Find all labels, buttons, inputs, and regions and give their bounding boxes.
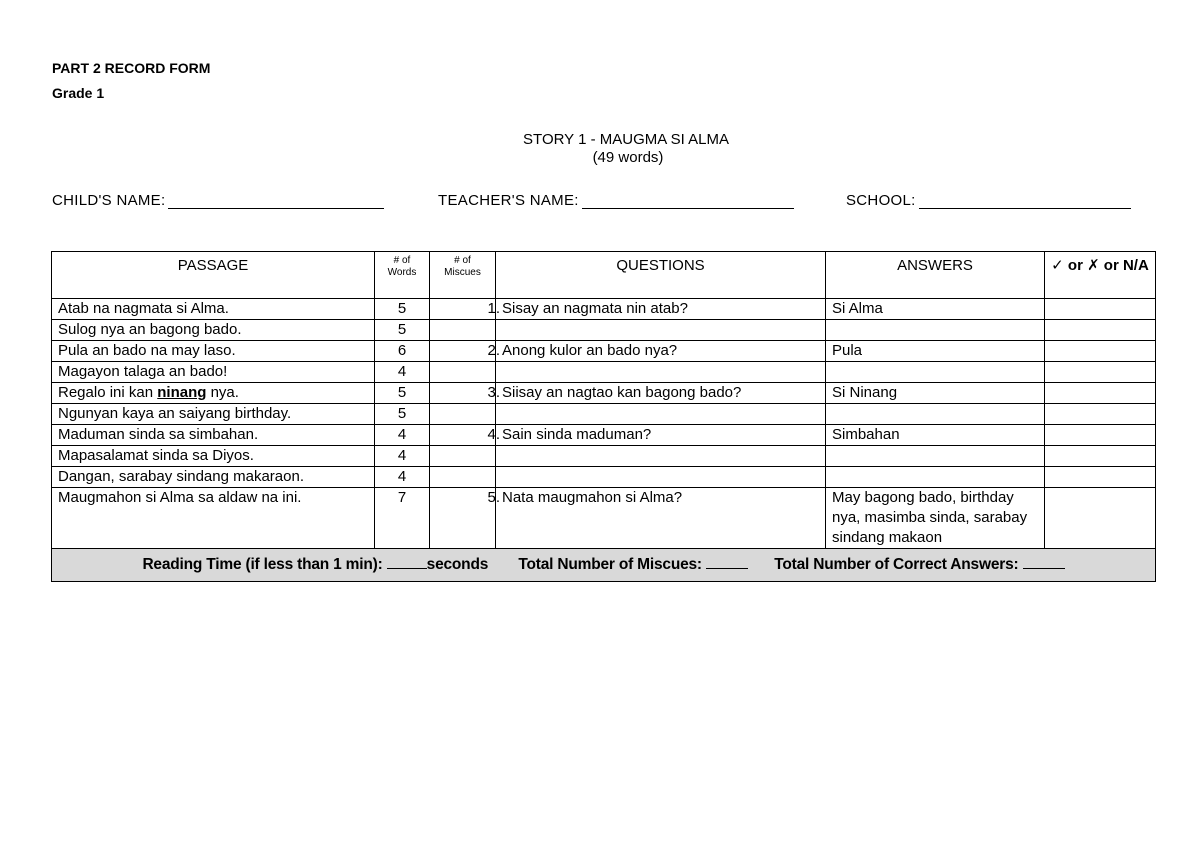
answer-cell [826, 446, 1045, 467]
teacher-name-field[interactable] [438, 192, 794, 209]
story-heading [0, 131, 1200, 167]
passage-cell: Mapasalamat sinda sa Diyos. [52, 446, 375, 467]
mark-cell[interactable] [1045, 383, 1156, 404]
answer-cell [826, 362, 1045, 383]
seconds-label: seconds [426, 556, 489, 573]
passage-cell: Maugmahon si Alma sa aldaw na ini. [52, 488, 375, 549]
answer-cell: May bagong bado, birthday nya, masimba sinda, sarabay sindang makaon [826, 488, 1045, 549]
passage-cell: Sulog nya an bagong bado. [52, 320, 375, 341]
totals-row [52, 549, 1156, 582]
total-correct-label: Total Number of Correct Answers: [774, 556, 1019, 573]
record-table [51, 251, 1156, 582]
question-number: 4. [487, 426, 500, 443]
col-words: # of Words [375, 252, 430, 299]
col-passage: PASSAGE [52, 252, 375, 299]
total-miscues-label: Total Number of Miscues: [518, 556, 702, 573]
miscues-cell[interactable] [430, 467, 496, 488]
totals-cell [52, 549, 1156, 582]
question-text: Sain sinda maduman? [502, 426, 652, 443]
question-text: Anong kulor an bado nya? [502, 342, 678, 359]
story-word-count: (49 words) [592, 149, 664, 166]
question-cell [487, 299, 826, 320]
table-row [52, 362, 1156, 383]
question-number: 5. [487, 489, 500, 506]
table-row [52, 320, 1156, 341]
question-number: 2. [487, 342, 500, 359]
child-name-blank[interactable] [168, 194, 384, 209]
passage-text: nya. [206, 384, 239, 401]
words-cell: 4 [375, 425, 430, 446]
miscues-cell[interactable] [430, 320, 496, 341]
answer-cell [826, 404, 1045, 425]
col-mark: ✓ or ✗ or N/A [1045, 252, 1156, 299]
table-row [52, 383, 1156, 404]
question-cell [496, 467, 826, 488]
col-miscues: # of Miscues [430, 252, 496, 299]
passage-cell: Atab na nagmata si Alma. [52, 299, 375, 320]
mark-cell[interactable] [1045, 425, 1156, 446]
passage-cell [52, 383, 375, 404]
answer-cell [826, 320, 1045, 341]
school-blank[interactable] [919, 194, 1131, 209]
passage-emphasis: ninang [157, 384, 207, 401]
question-cell [487, 425, 826, 446]
words-cell: 5 [375, 383, 430, 404]
question-cell [487, 383, 826, 404]
passage-cell: Pula an bado na may laso. [52, 341, 375, 362]
mark-cell[interactable] [1045, 320, 1156, 341]
words-cell: 7 [375, 488, 430, 549]
grade-label: Grade 1 [52, 85, 105, 101]
school-label: SCHOOL: [846, 192, 916, 209]
question-cell [496, 362, 826, 383]
question-cell [487, 341, 826, 362]
miscues-cell[interactable] [430, 362, 496, 383]
reading-time-blank[interactable] [387, 556, 427, 569]
words-cell: 5 [375, 299, 430, 320]
story-title: STORY 1 - MAUGMA SI ALMA [523, 131, 729, 148]
table-row [52, 467, 1156, 488]
miscues-cell[interactable] [430, 446, 496, 467]
table-row [52, 488, 1156, 549]
mark-cell[interactable] [1045, 362, 1156, 383]
question-text: Sisay an nagmata nin atab? [502, 300, 688, 317]
passage-cell: Maduman sinda sa simbahan. [52, 425, 375, 446]
mark-cell[interactable] [1045, 467, 1156, 488]
question-number: 1. [487, 300, 500, 317]
child-name-field[interactable] [52, 192, 384, 209]
passage-cell: Dangan, sarabay sindang makaraon. [52, 467, 375, 488]
school-field[interactable] [846, 192, 1131, 209]
question-cell [496, 320, 826, 341]
words-cell: 6 [375, 341, 430, 362]
answer-cell: Pula [826, 341, 1045, 362]
passage-cell: Ngunyan kaya an saiyang birthday. [52, 404, 375, 425]
teacher-name-blank[interactable] [582, 194, 794, 209]
total-correct-blank[interactable] [1023, 556, 1065, 569]
col-questions: QUESTIONS [496, 252, 826, 299]
table-row [52, 341, 1156, 362]
words-cell: 5 [375, 320, 430, 341]
words-cell: 4 [375, 467, 430, 488]
answer-cell: Si Ninang [826, 383, 1045, 404]
answer-cell: Simbahan [826, 425, 1045, 446]
question-number: 3. [487, 384, 500, 401]
mark-cell[interactable] [1045, 341, 1156, 362]
answer-cell: Si Alma [826, 299, 1045, 320]
table-header-row [52, 252, 1156, 299]
table-row [52, 404, 1156, 425]
mark-cell[interactable] [1045, 299, 1156, 320]
col-answers: ANSWERS [826, 252, 1045, 299]
words-cell: 4 [375, 362, 430, 383]
passage-cell: Magayon talaga an bado! [52, 362, 375, 383]
mark-cell[interactable] [1045, 488, 1156, 549]
table-row [52, 446, 1156, 467]
question-text: Siisay an nagtao kan bagong bado? [502, 384, 742, 401]
total-miscues-blank[interactable] [706, 556, 748, 569]
reading-time-label: Reading Time (if less than 1 min): [142, 556, 383, 573]
question-cell [496, 446, 826, 467]
question-text: Nata maugmahon si Alma? [502, 489, 683, 506]
form-header [52, 56, 210, 106]
mark-cell[interactable] [1045, 404, 1156, 425]
question-cell [487, 488, 826, 549]
passage-text: Regalo ini kan [58, 384, 158, 401]
table-row [52, 425, 1156, 446]
table-row [52, 299, 1156, 320]
part-title: PART 2 RECORD FORM [52, 60, 211, 76]
miscues-cell[interactable] [430, 404, 496, 425]
words-cell: 4 [375, 446, 430, 467]
words-cell: 5 [375, 404, 430, 425]
question-cell [496, 404, 826, 425]
teacher-name-label: TEACHER'S NAME: [438, 192, 579, 209]
answer-cell [826, 467, 1045, 488]
mark-cell[interactable] [1045, 446, 1156, 467]
child-name-label: CHILD'S NAME: [52, 192, 166, 209]
